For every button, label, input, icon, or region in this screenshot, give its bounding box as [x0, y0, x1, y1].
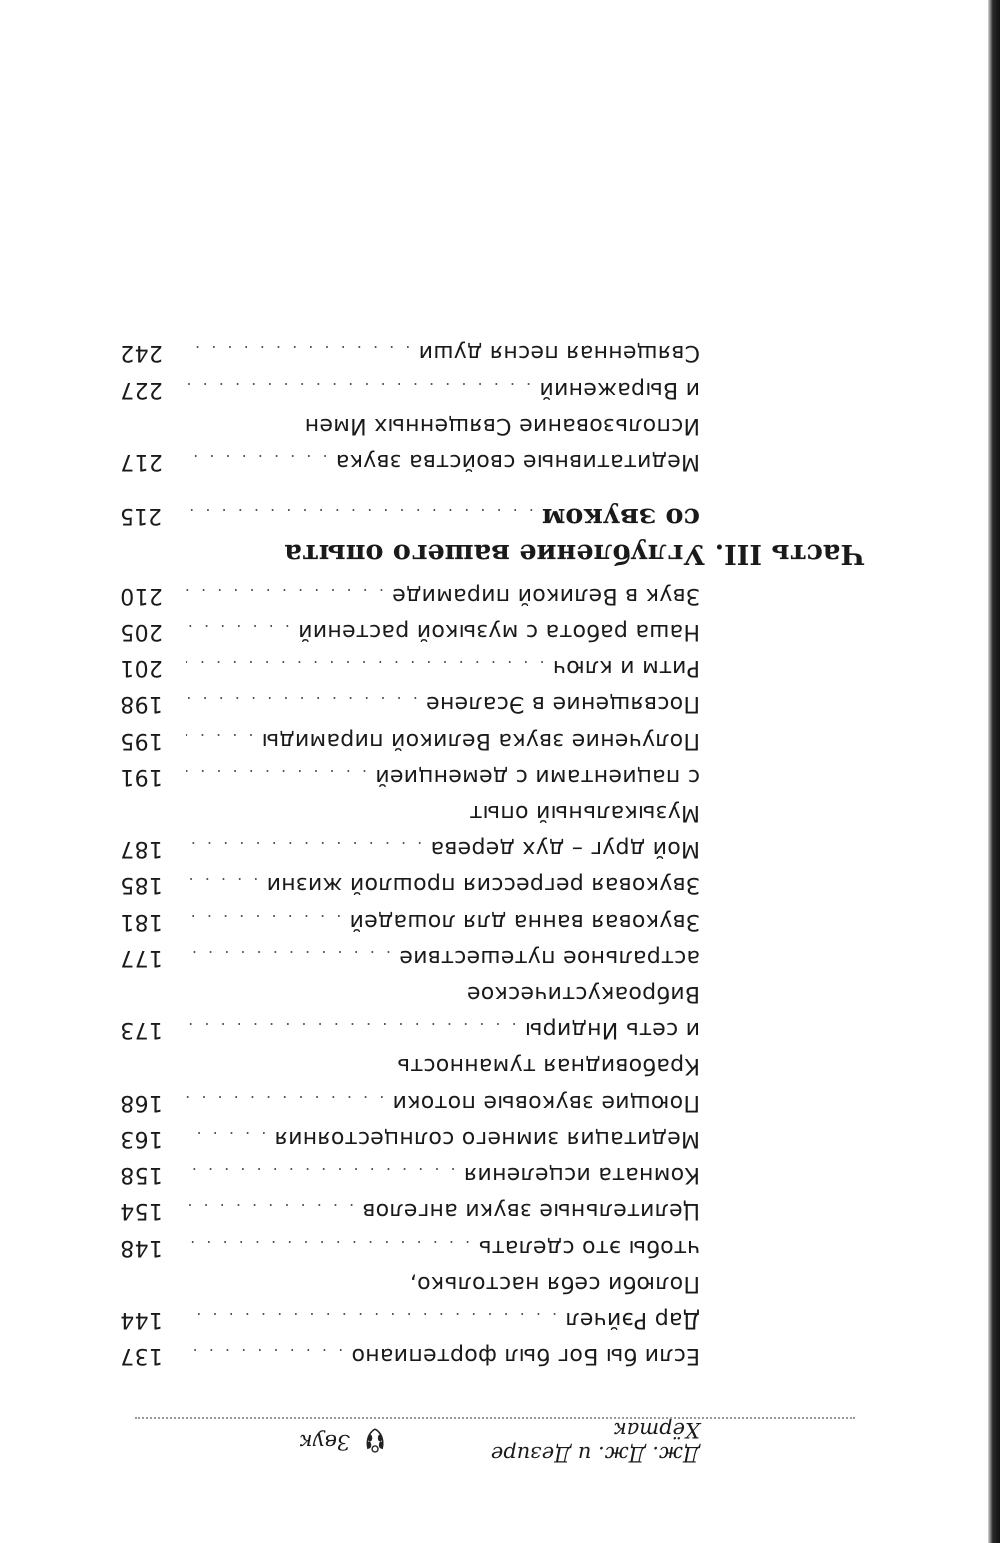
leader-dots — [186, 684, 418, 720]
toc-entry — [120, 722, 700, 758]
toc-entry — [120, 577, 700, 613]
laurel-emblem-icon — [364, 1427, 386, 1457]
leader-dots — [186, 612, 290, 648]
toc-entry-title: Музыкальный опыт — [469, 800, 700, 825]
toc-page-number: 210 — [120, 582, 163, 608]
toc-entry-title: Звуковая регрессия прошлой жизни — [266, 872, 700, 898]
toc-entry-title: Крабовидная туманность — [396, 1053, 700, 1079]
toc-entry-title: Если бы Бог был фортепиано — [351, 1343, 700, 1368]
leader-dots — [186, 370, 531, 406]
toc-page-number: 181 — [120, 908, 163, 934]
toc-entry — [120, 1337, 700, 1373]
toc-entry-title: Дар Рэйчел — [565, 1306, 700, 1332]
toc-entry — [120, 1156, 700, 1192]
toc-page-number: 187 — [120, 836, 163, 862]
leader-dots — [186, 576, 384, 612]
leader-dots — [186, 757, 367, 793]
toc-entry-title: Поющие звуковые потоки — [392, 1089, 700, 1115]
header-rule — [135, 1417, 855, 1419]
part-heading — [120, 499, 865, 571]
toc-page-number: 137 — [120, 1343, 163, 1368]
leader-dots — [186, 1191, 354, 1227]
running-header — [300, 1418, 700, 1466]
toc-entry-title: Ритм и ключ — [552, 655, 700, 681]
toc-entry-title: Виброакустическое — [466, 981, 700, 1006]
toc-entry-title: Священная песня души — [418, 340, 700, 366]
toc-entry-title: Медитативные свойства звука — [335, 449, 700, 474]
toc-page-number: 185 — [120, 872, 163, 898]
leader-dots — [186, 721, 253, 757]
toc-entry — [120, 939, 700, 1011]
toc-entry — [120, 1084, 700, 1120]
leader-dots — [186, 1010, 517, 1046]
leader-dots — [186, 496, 534, 532]
toc-entry — [120, 685, 700, 721]
toc-page-number: 242 — [120, 340, 163, 366]
toc-entry-title: Полюби себя настолько, — [409, 1270, 700, 1296]
toc-entry — [120, 334, 700, 370]
toc-page-number: 158 — [120, 1162, 163, 1187]
toc-entry — [120, 1120, 700, 1156]
toc-entry — [120, 443, 700, 479]
toc-page-number: 148 — [120, 1234, 163, 1260]
leader-dots — [186, 1119, 266, 1155]
leader-dots — [186, 442, 328, 478]
toc-page-number: 198 — [120, 691, 163, 717]
toc-entry — [120, 1011, 700, 1083]
header-author: Дж. Дж. и Дезире Хёртак — [490, 1418, 700, 1466]
toc-page-number: 168 — [120, 1089, 163, 1115]
toc-entry — [120, 649, 700, 685]
part-subtitle: со звуком — [541, 502, 700, 533]
leader-dots — [186, 648, 545, 684]
toc-entry-title: Получение звука Великой пирамиды — [261, 727, 700, 753]
leader-dots — [186, 1155, 456, 1191]
toc-entry-title: и Выражений — [539, 376, 700, 402]
toc-page-number: 227 — [120, 376, 163, 402]
toc-page-number: 191 — [120, 764, 163, 789]
leader-dots — [186, 1083, 384, 1119]
toc-entry — [120, 1192, 700, 1228]
leader-dots — [186, 333, 410, 369]
toc-entry — [120, 758, 700, 830]
leader-dots — [186, 1300, 557, 1336]
toc-entry-title: Звук в Великой пирамиде — [391, 582, 700, 608]
toc-entry-title: Мой друг – дух дерева — [430, 836, 700, 862]
header-book-title: Звук — [300, 1430, 351, 1454]
toc-entry — [120, 613, 700, 649]
leader-dots — [186, 902, 341, 938]
part-title: Часть III. Углубление вашего опыта — [284, 538, 865, 569]
toc-entry-title: чтобы это сделать — [478, 1234, 700, 1260]
toc-entry-title: астральное путешествие — [399, 945, 700, 970]
toc-entry-title: Наша работа с музыкой растений — [297, 619, 700, 644]
leader-dots — [186, 1228, 470, 1264]
toc-entry — [120, 903, 700, 939]
toc-entry-title: и сеть Индиры — [524, 1017, 700, 1043]
toc-page-number: 173 — [120, 1017, 163, 1043]
toc-entry-title: Целительные звуки ангелов — [362, 1198, 700, 1224]
toc-entry-title: Звуковая ванна для лошадей — [349, 908, 700, 934]
toc-entry-title: Посвящение в Эсалене — [425, 691, 700, 717]
toc-entry-title: Медитация зимнего солнцестояния — [274, 1125, 700, 1151]
toc-page-number: 205 — [120, 619, 163, 644]
toc-page-number: 217 — [120, 449, 163, 474]
toc-entry — [120, 371, 700, 443]
leader-dots — [186, 865, 258, 901]
toc-page-number: 177 — [120, 945, 163, 970]
toc-entry — [120, 866, 700, 902]
toc-entry — [120, 1229, 700, 1301]
toc-page-number: 163 — [120, 1125, 163, 1151]
toc-page-number: 154 — [120, 1198, 163, 1224]
leader-dots — [186, 938, 391, 974]
toc-page-number: 201 — [120, 655, 163, 681]
toc-entry — [120, 830, 700, 866]
part-page-number: 215 — [120, 503, 162, 528]
toc-page-number: 195 — [120, 727, 163, 753]
leader-dots — [186, 1336, 343, 1372]
toc-entry-title: с пациентами с деменцией — [375, 764, 700, 789]
toc-entry — [120, 1301, 700, 1337]
leader-dots — [186, 829, 422, 865]
toc-entry-title: Использование Священных Имен — [304, 412, 700, 438]
toc-page-number: 144 — [120, 1306, 163, 1332]
toc-entry-title: Комната исцеления — [463, 1162, 700, 1187]
